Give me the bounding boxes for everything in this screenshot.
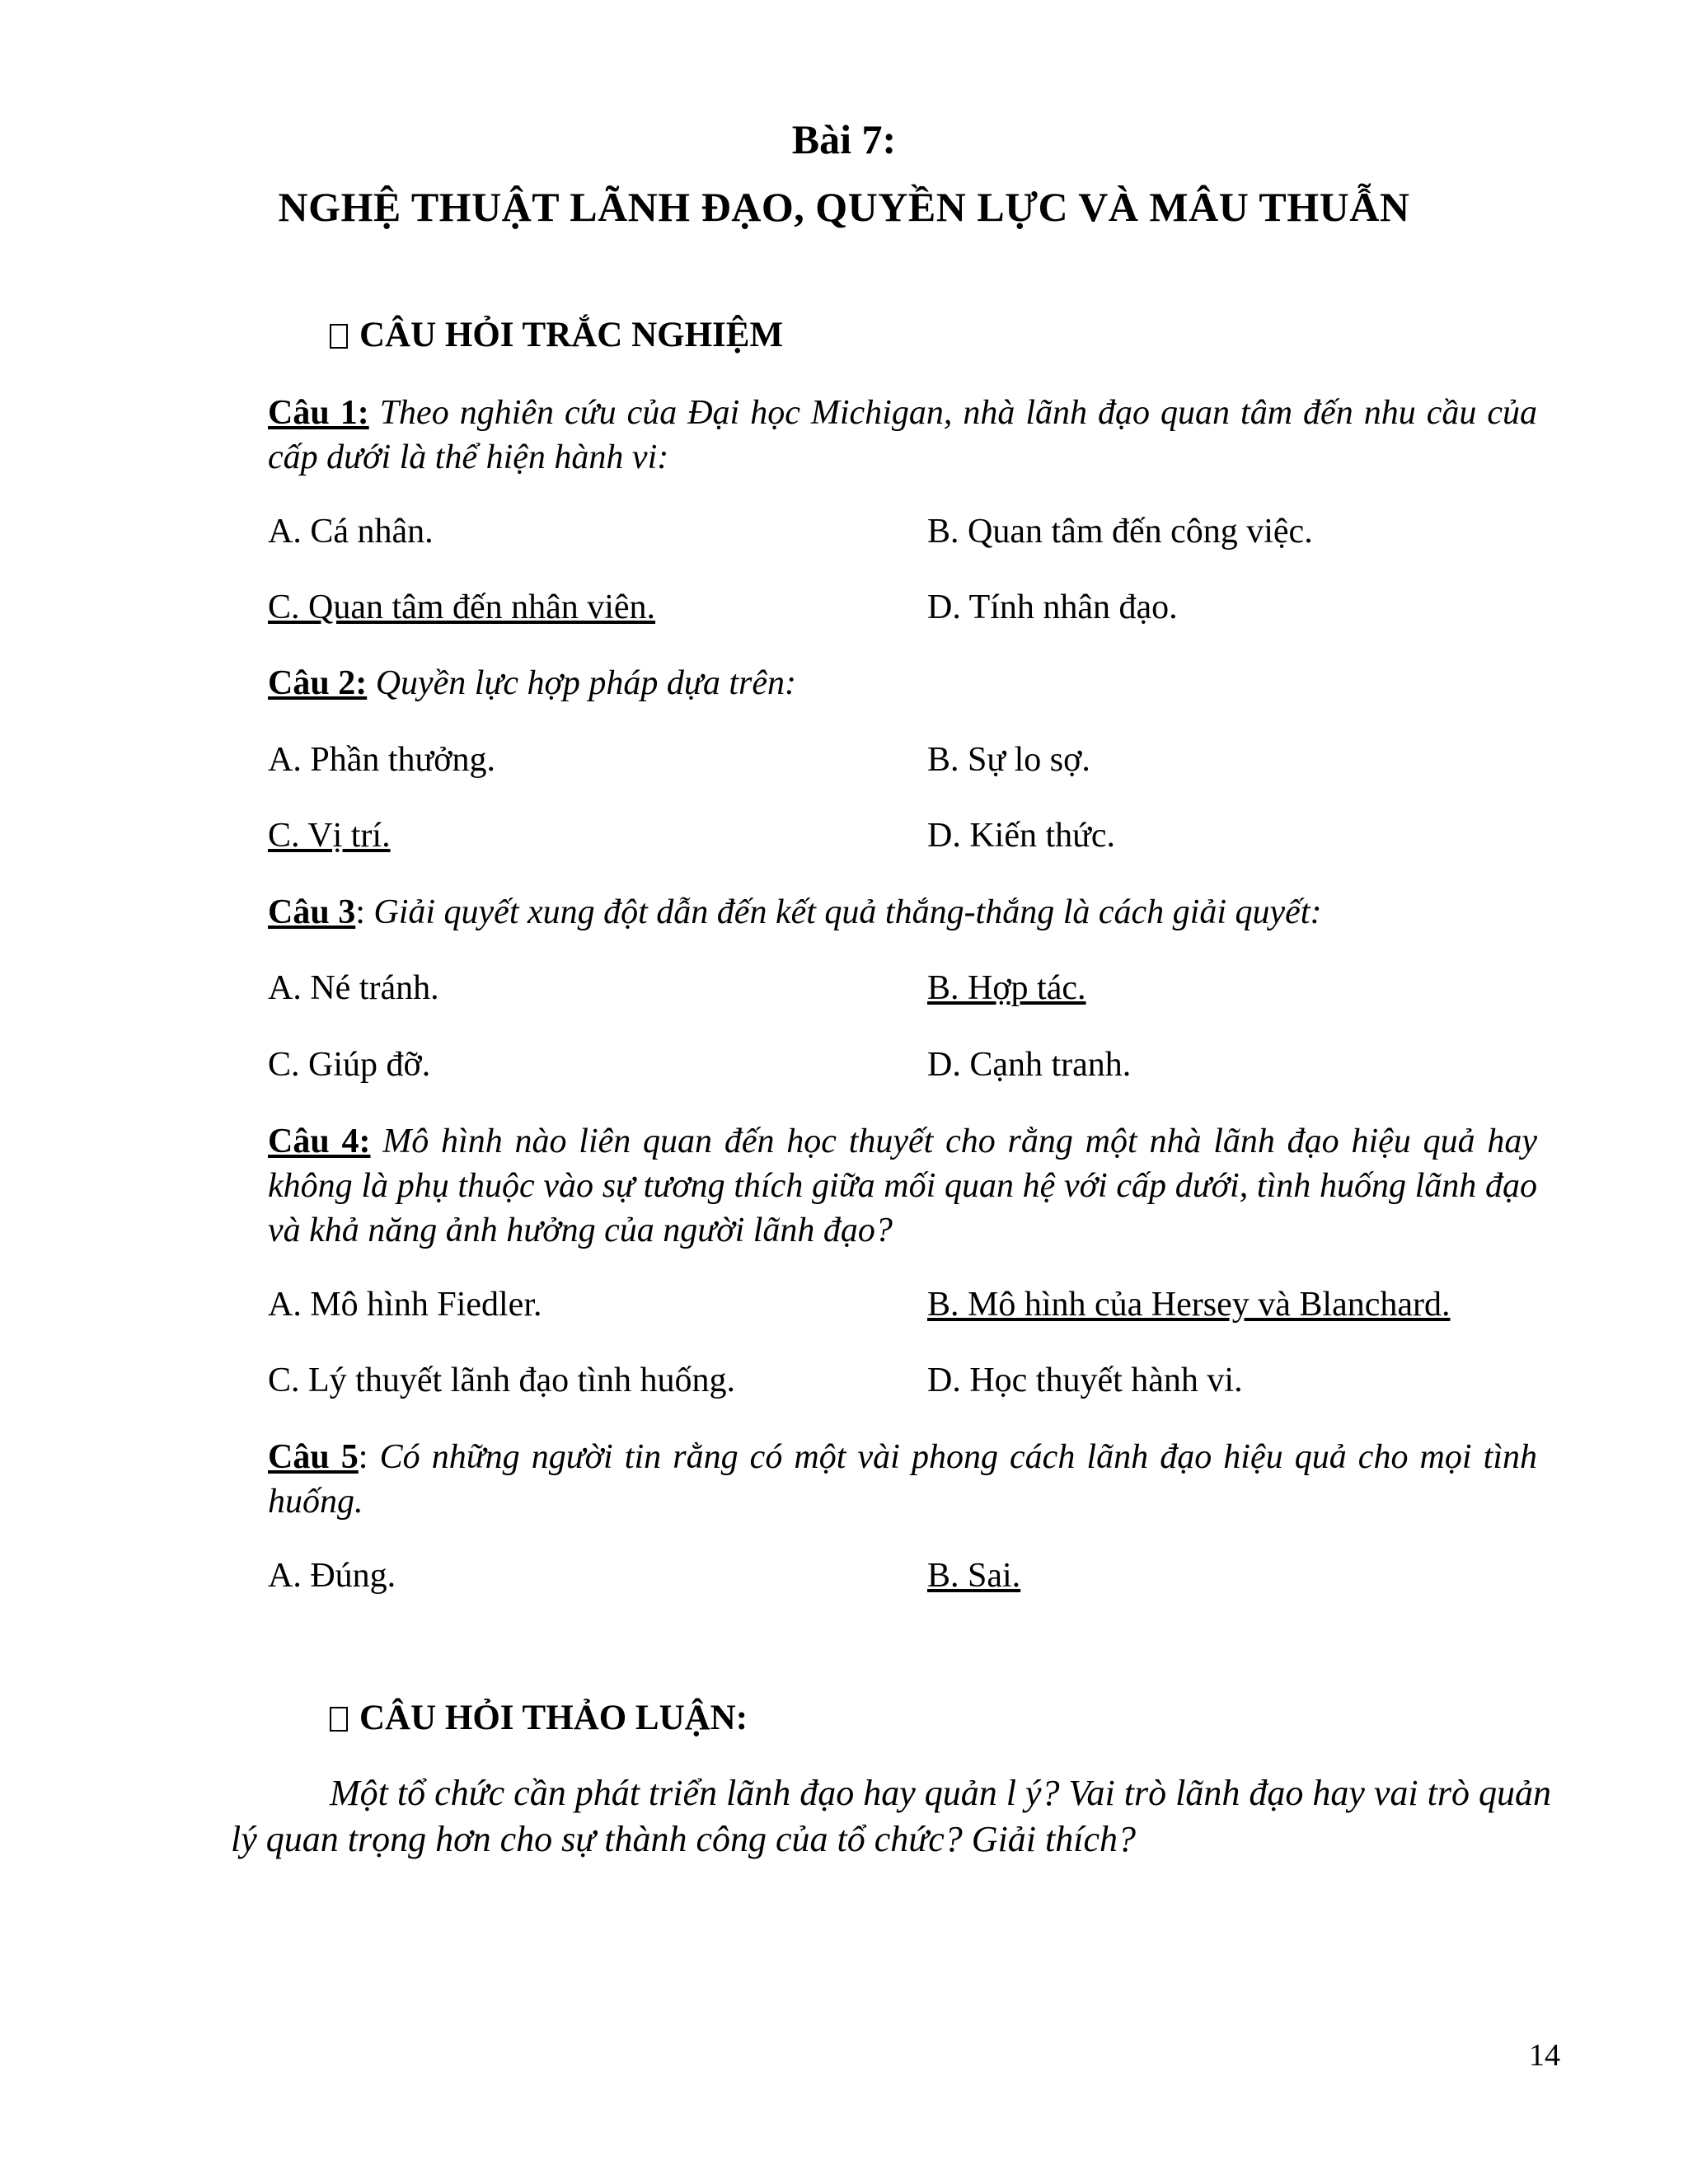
section-heading-text: CÂU HỎI THẢO LUẬN:	[359, 1699, 748, 1737]
checkbox-icon	[330, 1707, 348, 1732]
option-c-correct: C. Vị trí.	[268, 817, 391, 855]
question-3	[268, 890, 1537, 935]
question-label-separator: :	[358, 1438, 368, 1476]
option-c: C. Lý thuyết lãnh đạo tình huống.	[268, 1361, 735, 1399]
option-b: B. Quan tâm đến công việc.	[927, 513, 1313, 551]
option-d: D. Kiến thức.	[927, 817, 1116, 855]
option-b: B. Sự lo sợ.	[927, 741, 1090, 779]
page-number: 14	[1529, 2038, 1560, 2073]
option-a: A. Phần thưởng.	[268, 741, 495, 779]
checkbox-icon	[330, 324, 348, 349]
option-b-correct: B. Sai.	[927, 1557, 1021, 1595]
discussion-question: Một tổ chức cần phát triển lãnh đạo hay quản l ý? Vai trò lãnh đạo hay vai trò quản lý quan trọng hơn cho sự thành công của tổ chức? Giải thích?	[231, 1773, 1551, 1859]
question-text: Theo nghiên cứu của Đại học Michigan, nhà lãnh đạo quan tâm đến nhu cầu của cấp dưới là thể hiện hành vi:	[268, 394, 1538, 476]
lesson-title: NGHỆ THUẬT LÃNH ĐẠO, QUYỀN LỰC VÀ MÂU THUẪN	[278, 184, 1410, 230]
question-text: Giải quyết xung đột dẫn đến kết quả thắng-thắng là cách giải quyết:	[373, 893, 1322, 931]
question-2	[268, 661, 1537, 705]
option-d: D. Học thuyết hành vi.	[927, 1361, 1243, 1399]
question-1	[268, 391, 1537, 480]
question-5	[268, 1435, 1537, 1524]
question-label: Câu 2:	[268, 664, 368, 702]
section-heading-multiple-choice	[330, 315, 783, 355]
question-label: Câu 1:	[268, 394, 369, 432]
option-c-correct: C. Quan tâm đến nhân viên.	[268, 588, 656, 626]
question-text: Quyền lực hợp pháp dựa trên:	[375, 664, 796, 702]
option-d: D. Tính nhân đạo.	[927, 588, 1178, 626]
question-4	[268, 1119, 1537, 1253]
option-d: D. Cạnh tranh.	[927, 1046, 1132, 1084]
question-text: Có những người tin rằng có một vài phong cách lãnh đạo hiệu quả cho mọi tình huống.	[268, 1438, 1537, 1521]
option-a: A. Né tránh.	[268, 969, 439, 1007]
option-a: A. Mô hình Fiedler.	[268, 1286, 542, 1324]
option-b-correct: B. Hợp tác.	[927, 969, 1086, 1007]
question-label: Câu 5	[268, 1438, 359, 1476]
section-heading-discussion	[330, 1698, 748, 1738]
lesson-number: Bài 7:	[791, 116, 897, 162]
question-label-separator: :	[355, 893, 365, 931]
question-label: Câu 4:	[268, 1122, 371, 1160]
option-a: A. Cá nhân.	[268, 513, 434, 551]
question-label: Câu 3	[268, 893, 356, 931]
question-text: Mô hình nào liên quan đến học thuyết cho rằng một nhà lãnh đạo hiệu quả hay không là phụ thuộc vào sự tương thích giữa mối quan hệ với cấp dưới, tình huống lãnh đạo và khả năng ảnh hưởng của người lãnh đạo?	[268, 1122, 1537, 1249]
option-c: C. Giúp đỡ.	[268, 1046, 431, 1084]
section-heading-text: CÂU HỎI TRẮC NGHIỆM	[359, 316, 784, 354]
option-b-correct: B. Mô hình của Hersey và Blanchard.	[927, 1286, 1451, 1324]
option-a: A. Đúng.	[268, 1557, 396, 1595]
